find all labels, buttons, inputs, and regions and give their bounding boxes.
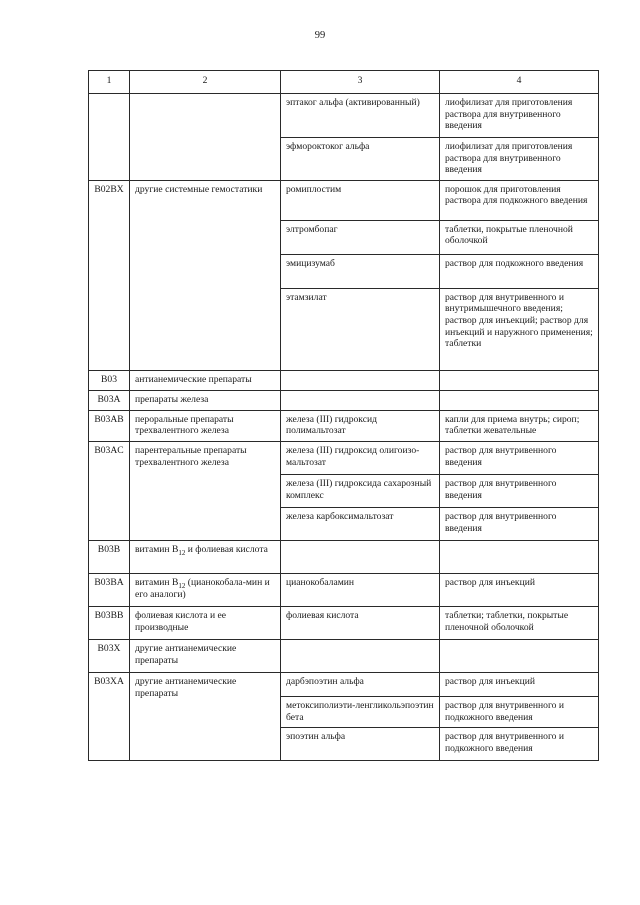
dosage-form-cell: раствор для внутривенного и подкожного введения <box>440 728 599 761</box>
dosage-form-cell: раствор для внутривенного введения <box>440 474 599 507</box>
dosage-form-cell: таблетки; таблетки, покрытые пленочной оболочкой <box>440 606 599 639</box>
dosage-form-cell: раствор для внутривенного и внутримышечного введения; раствор для инъекций; раствор для инъекций и наружного применения; таблетки <box>440 288 599 370</box>
atc-code-cell: B03A <box>89 390 130 410</box>
atc-code-cell: B02BX <box>89 180 130 370</box>
dosage-form-cell <box>440 639 599 672</box>
table-row <box>89 672 599 696</box>
group-name-cell <box>130 540 281 573</box>
drug-table <box>88 70 599 761</box>
atc-code-cell <box>89 94 130 181</box>
column-header-1: 1 <box>89 71 130 94</box>
substance-cell: эфмороктоког альфа <box>281 138 440 181</box>
substance-cell: железа (III) гидроксид полимальтозат <box>281 410 440 441</box>
table-header-row <box>89 71 599 94</box>
dosage-form-cell <box>440 390 599 410</box>
substance-cell: ромиплостим <box>281 180 440 220</box>
group-name-cell <box>130 573 281 606</box>
group-name-cell: другие антианемические препараты <box>130 639 281 672</box>
group-name-cell: антианемические препараты <box>130 370 281 390</box>
group-name-cell <box>130 94 281 181</box>
page-number: 99 <box>314 30 326 41</box>
substance-cell: дарбэпоэтин альфа <box>281 672 440 696</box>
substance-cell: элтромбопаг <box>281 220 440 254</box>
group-name-cell: пероральные препараты трехвалентного железа <box>130 410 281 441</box>
dosage-form-cell <box>440 540 599 573</box>
atc-code-cell: B03BA <box>89 573 130 606</box>
dosage-form-cell: порошок для приготовления раствора для подкожного введения <box>440 180 599 220</box>
group-name-text-continued: (цианокобала-мин и его аналоги) <box>135 576 270 600</box>
column-header-3: 3 <box>281 71 440 94</box>
dosage-form-cell: раствор для подкожного введения <box>440 254 599 288</box>
substance-cell: цианокобаламин <box>281 573 440 606</box>
table-row <box>89 573 599 606</box>
group-name-subscript: 12 <box>178 548 186 557</box>
substance-cell <box>281 639 440 672</box>
group-name-cell: парентеральные препараты трехвалентного железа <box>130 441 281 540</box>
atc-code-cell: B03B <box>89 540 130 573</box>
dosage-form-cell: раствор для инъекций <box>440 573 599 606</box>
substance-cell <box>281 370 440 390</box>
substance-cell: железа (III) гидроксида сахарозный комплекс <box>281 474 440 507</box>
table-row <box>89 180 599 220</box>
group-name-text: витамин B <box>135 576 179 588</box>
table-body <box>89 71 599 761</box>
atc-code-cell: B03AB <box>89 410 130 441</box>
column-header-2: 2 <box>130 71 281 94</box>
group-name-cell: препараты железа <box>130 390 281 410</box>
dosage-form-cell: капли для приема внутрь; сироп; таблетки жевательные <box>440 410 599 441</box>
column-header-4: 4 <box>440 71 599 94</box>
table-row <box>89 410 599 441</box>
substance-cell: эптаког альфа (активированный) <box>281 94 440 138</box>
substance-cell: эпоэтин альфа <box>281 728 440 761</box>
substance-cell: фолиевая кислота <box>281 606 440 639</box>
substance-cell: эмицизумаб <box>281 254 440 288</box>
table-row <box>89 639 599 672</box>
group-name-text: витамин B <box>135 543 179 555</box>
dosage-form-cell: раствор для внутривенного и подкожного введения <box>440 696 599 727</box>
dosage-form-cell <box>440 370 599 390</box>
dosage-form-cell: лиофилизат для приготовления раствора для внутривенного введения <box>440 138 599 181</box>
dosage-form-cell: лиофилизат для приготовления раствора для внутривенного введения <box>440 94 599 138</box>
table-row <box>89 441 599 474</box>
atc-code-cell: B03X <box>89 639 130 672</box>
atc-code-cell: B03AC <box>89 441 130 540</box>
group-name-subscript: 12 <box>178 581 186 590</box>
substance-cell <box>281 540 440 573</box>
table-row <box>89 606 599 639</box>
dosage-form-cell: раствор для внутривенного введения <box>440 441 599 474</box>
dosage-form-cell: раствор для инъекций <box>440 672 599 696</box>
table-row <box>89 540 599 573</box>
group-name-cell: другие антианемические препараты <box>130 672 281 760</box>
substance-cell: железа карбоксимальтозат <box>281 507 440 540</box>
dosage-form-cell: таблетки, покрытые пленочной оболочкой <box>440 220 599 254</box>
group-name-cell: другие системные гемостатики <box>130 180 281 370</box>
group-name-cell: фолиевая кислота и ее производные <box>130 606 281 639</box>
substance-cell: железа (III) гидроксид олигоизо-мальтозат <box>281 441 440 474</box>
substance-cell: метоксиполиэти-ленгликольэпоэтин бета <box>281 696 440 727</box>
group-name-text-continued: и фолиевая кислота <box>185 543 268 555</box>
table-row <box>89 94 599 138</box>
table-row <box>89 390 599 410</box>
substance-cell <box>281 390 440 410</box>
substance-cell: этамзилат <box>281 288 440 370</box>
atc-code-cell: B03XA <box>89 672 130 760</box>
atc-code-cell: B03 <box>89 370 130 390</box>
table-row <box>89 370 599 390</box>
atc-code-cell: B03BB <box>89 606 130 639</box>
dosage-form-cell: раствор для внутривенного введения <box>440 507 599 540</box>
